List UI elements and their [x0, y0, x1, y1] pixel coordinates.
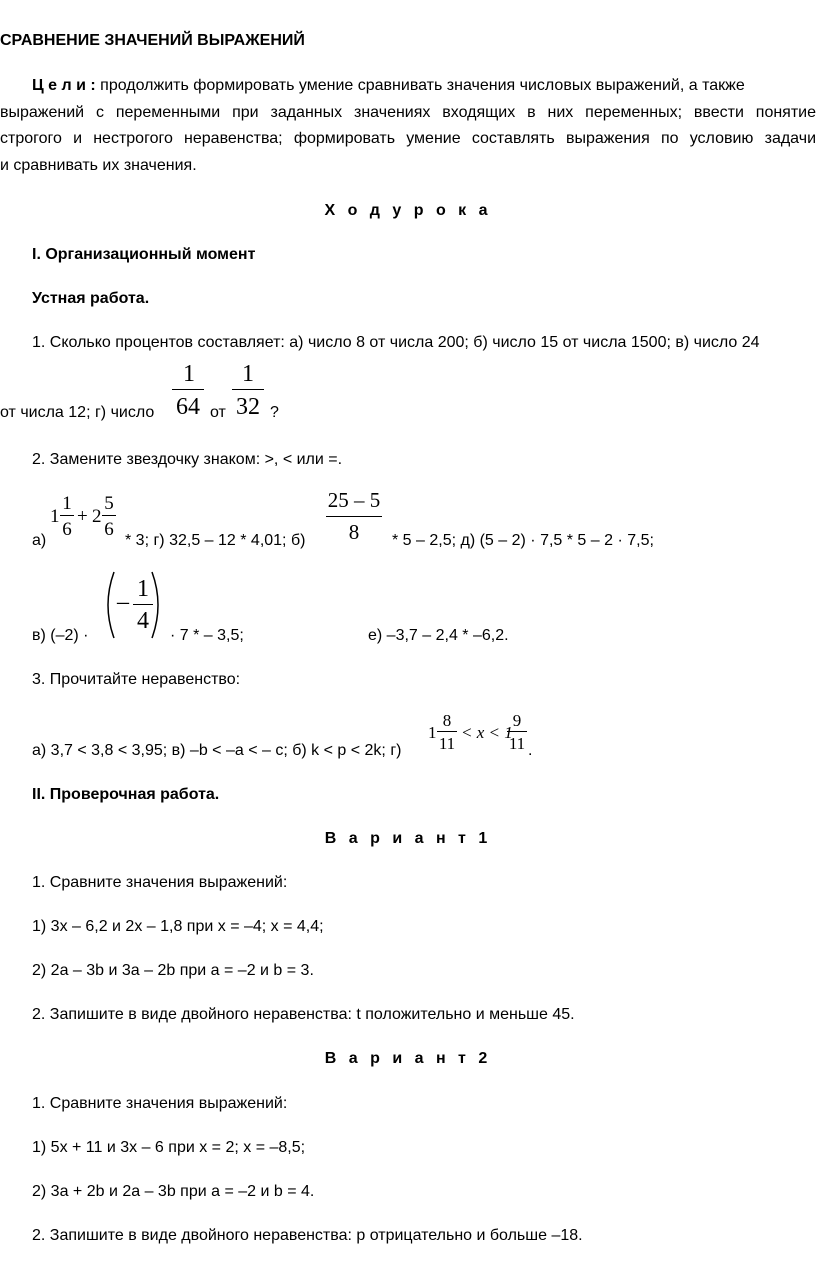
- v1-item2: 2) 2a – 3b и 3a – 2b при a = –2 и b = 3.: [32, 962, 314, 979]
- frac1-bar: [172, 389, 204, 390]
- g-dot: .: [528, 742, 533, 759]
- a-w2: 2: [92, 506, 102, 527]
- task1-mid: от: [210, 404, 226, 421]
- g-w1: 1: [428, 723, 437, 742]
- variant2-heading: В а р и а н т 2: [324, 1050, 492, 1067]
- frac2-den: 32: [236, 394, 260, 420]
- lesson-heading: Х о д у р о к а: [324, 202, 492, 219]
- g-n2: 9: [512, 711, 522, 730]
- page-title: СРАВНЕНИЕ ЗНАЧЕНИЙ ВЫРАЖЕНИЙ: [0, 32, 305, 49]
- v1-task1: 1. Сравните значения выражений:: [32, 874, 288, 891]
- b-bar: [326, 516, 382, 517]
- task2-v-label: в) (–2) ·: [32, 627, 89, 644]
- v-num: 1: [137, 576, 149, 602]
- frac2-bar: [232, 389, 264, 390]
- goals-line-3: строгого и нестрогого неравенства; формировать умение составлять выражения по условию задачи: [0, 130, 816, 147]
- a-d1: 6: [62, 519, 72, 540]
- a-w1: 1: [50, 506, 60, 527]
- a-n1: 1: [62, 493, 72, 514]
- g-bar1: [437, 731, 457, 732]
- a-bar1: [60, 515, 74, 516]
- section-1-heading: I. Организационный момент: [32, 246, 256, 263]
- g-d2: 11: [508, 734, 526, 753]
- frac1-num: 1: [183, 361, 195, 387]
- g-d1: 11: [438, 734, 456, 753]
- goals-line-4: и сравнивать их значения.: [0, 157, 197, 174]
- parenthesis-icon: [102, 570, 164, 640]
- goals-line-2: выражений с переменными при заданных значениях входящих в них переменных; ввести понятие: [0, 104, 816, 121]
- section-2-heading: II. Проверочная работа.: [32, 786, 220, 803]
- v1-task2: 2. Запишите в виде двойного неравенства: t положительно и меньше 45.: [32, 1006, 575, 1023]
- b-den: 8: [348, 520, 360, 544]
- task3-text: 3. Прочитайте неравенство:: [32, 671, 241, 688]
- b-num: 25 – 5: [327, 488, 381, 512]
- a-n2: 5: [104, 493, 114, 514]
- task1-line1: 1. Сколько процентов составляет: а) число 8 от числа 200; б) число 15 от числа 1500; в) число 24: [32, 334, 760, 351]
- task3-line: а) 3,7 < 3,8 < 3,95; в) –b < –a < – c; б) k < p < 2k; г): [32, 742, 402, 759]
- variant1-heading: В а р и а н т 1: [324, 830, 492, 847]
- v-den: 4: [137, 608, 149, 634]
- task2-e-text: е) –3,7 – 2,4 * –6,2.: [368, 627, 509, 644]
- a-d2: 6: [104, 519, 114, 540]
- frac1-den: 64: [176, 394, 200, 420]
- a-bar2: [102, 515, 116, 516]
- task2-b-rest: * 5 – 2,5; д) (5 – 2) · 7,5 * 5 – 2 · 7,5;: [392, 532, 654, 549]
- goals-label: Ц е л и :: [32, 77, 96, 94]
- g-n1: 8: [442, 711, 452, 730]
- v2-task1: 1. Сравните значения выражений:: [32, 1095, 288, 1112]
- a-plus: +: [77, 506, 88, 527]
- v2-task2: 2. Запишите в виде двойного неравенства: p отрицательно и больше –18.: [32, 1227, 583, 1244]
- oral-work-heading: Устная работа.: [32, 290, 150, 307]
- task2-a-rest: * 3; г) 32,5 – 12 * 4,01; б): [125, 532, 306, 549]
- v2-item1: 1) 5x + 11 и 3x – 6 при x = 2; x = –8,5;: [32, 1139, 306, 1156]
- v2-item2: 2) 3a + 2b и 2a – 3b при a = –2 и b = 4.: [32, 1183, 315, 1200]
- v1-item1: 1) 3x – 6,2 и 2x – 1,8 при x = –4; x = 4,4;: [32, 918, 324, 935]
- task2-a-label: а): [32, 532, 47, 549]
- g-mid: < x < 1: [461, 723, 513, 742]
- v-minus: –: [117, 589, 129, 615]
- v-parenthesis-group: [102, 570, 164, 640]
- g-bar2: [507, 731, 527, 732]
- task1-suffix: ?: [270, 404, 279, 421]
- frac2-num: 1: [242, 361, 254, 387]
- task2-v-rest: · 7 * – 3,5;: [170, 627, 244, 644]
- task2-text: 2. Замените звездочку знаком: >, < или =.: [32, 451, 343, 468]
- v-bar: [133, 604, 153, 605]
- task1-prefix: от числа 12; г) число: [0, 404, 155, 421]
- goals-line-1: Ц е л и : продолжить формировать умение сравнивать значения числовых выражений, а также: [32, 77, 745, 94]
